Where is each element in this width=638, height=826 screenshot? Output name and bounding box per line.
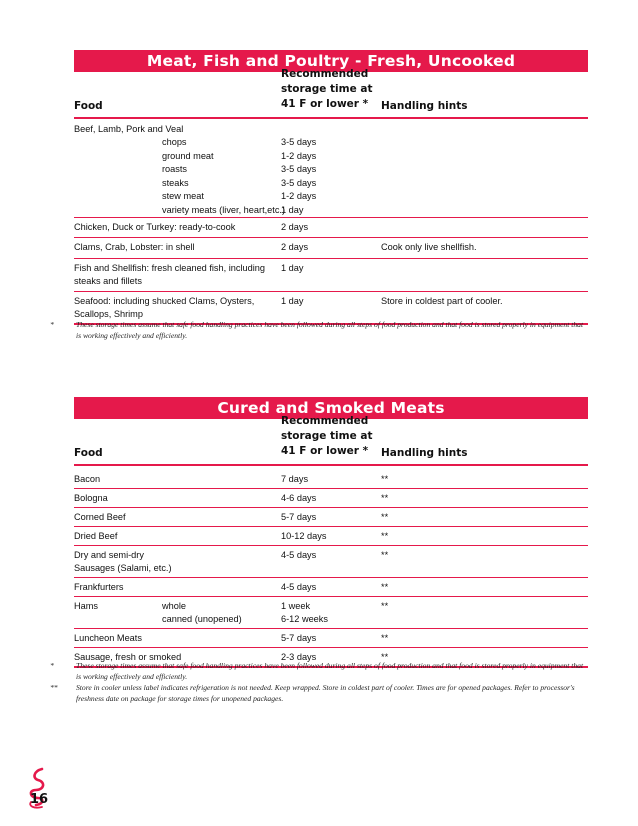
table-row: Luncheon Meats 5-7 days **: [74, 632, 588, 648]
table-row: Fish and Shellfish: fresh cleaned fish, including steaks and fillets 1 day: [74, 262, 588, 292]
footnote: * These storage times assume that safe food handling practices have been followed during all steps of food production and that food is stored properly in equipment that is working effectively and efficiently.: [50, 661, 584, 681]
table-row: Seafood: including shucked Clams, Oysters, Scallops, Shrimp 1 day Store in coldest part of cooler.: [74, 296, 503, 319]
footnotes: [50, 320, 590, 342]
cured-meat-section: [74, 397, 588, 668]
footnote: * These storage times assume that safe food handling practices have been followed during all steps of food production and that food is stored properly in equipment that is working effectively and efficiently.: [50, 320, 584, 340]
header-rule: [74, 117, 588, 119]
storage-column-header: Recommended storage time at 41 F or lower *: [281, 68, 373, 110]
table-row: Bacon 7 days **: [74, 473, 588, 489]
table-row: Hams whole 1 week canned (unopened) 6-12 weeks **: [74, 600, 588, 629]
table-header: [74, 415, 588, 461]
table-row: Beef, Lamb, Pork and Veal chops 3-5 days ground meat 1-2 days roasts 3-5 days steaks 3-5 days stew meat 1-2 days variety meats (liver, heart,etc.) 1 day: [74, 123, 588, 218]
food-column-header: Food: [74, 100, 103, 112]
table-row: Frankfurters 4-5 days **: [74, 581, 588, 597]
footnote: ** Store in cooler unless label indicates refrigeration is not needed. Keep wrapped. Store in coldest part of cooler. Times are for opened packages. Refer to processor's freshness date on package for storage times for unopened packages.: [50, 683, 575, 703]
storage-column-header: Recommended storage time at 41 F or lower *: [281, 415, 373, 457]
table-header: [74, 68, 588, 114]
food-column-header: Food: [74, 447, 103, 459]
footnotes: [50, 661, 590, 705]
table-row: Chicken, Duck or Turkey: ready-to-cook 2 days: [74, 221, 588, 238]
table-row: Dry and semi-dry Sausages (Salami, etc.) 4-5 days **: [74, 549, 588, 578]
table-row: Clams, Crab, Lobster: in shell 2 days Cook only live shellfish.: [74, 241, 588, 259]
section-banner: Cured and Smoked Meats: [74, 397, 588, 419]
table-row: Bologna 4-6 days **: [74, 492, 588, 508]
section-banner: Meat, Fish and Poultry - Fresh, Uncooked: [74, 50, 588, 72]
hints-column-header: Handling hints: [381, 447, 468, 459]
fresh-meat-section: [74, 50, 588, 325]
header-rule: [74, 464, 588, 466]
table-row: Corned Beef 5-7 days **: [74, 511, 588, 527]
table-row: Dried Beef 10-12 days **: [74, 530, 588, 546]
page-number: 16: [30, 792, 49, 807]
hints-column-header: Handling hints: [381, 100, 468, 112]
table-row: Sausage, fresh or smoked 2-3 days **: [74, 652, 389, 662]
